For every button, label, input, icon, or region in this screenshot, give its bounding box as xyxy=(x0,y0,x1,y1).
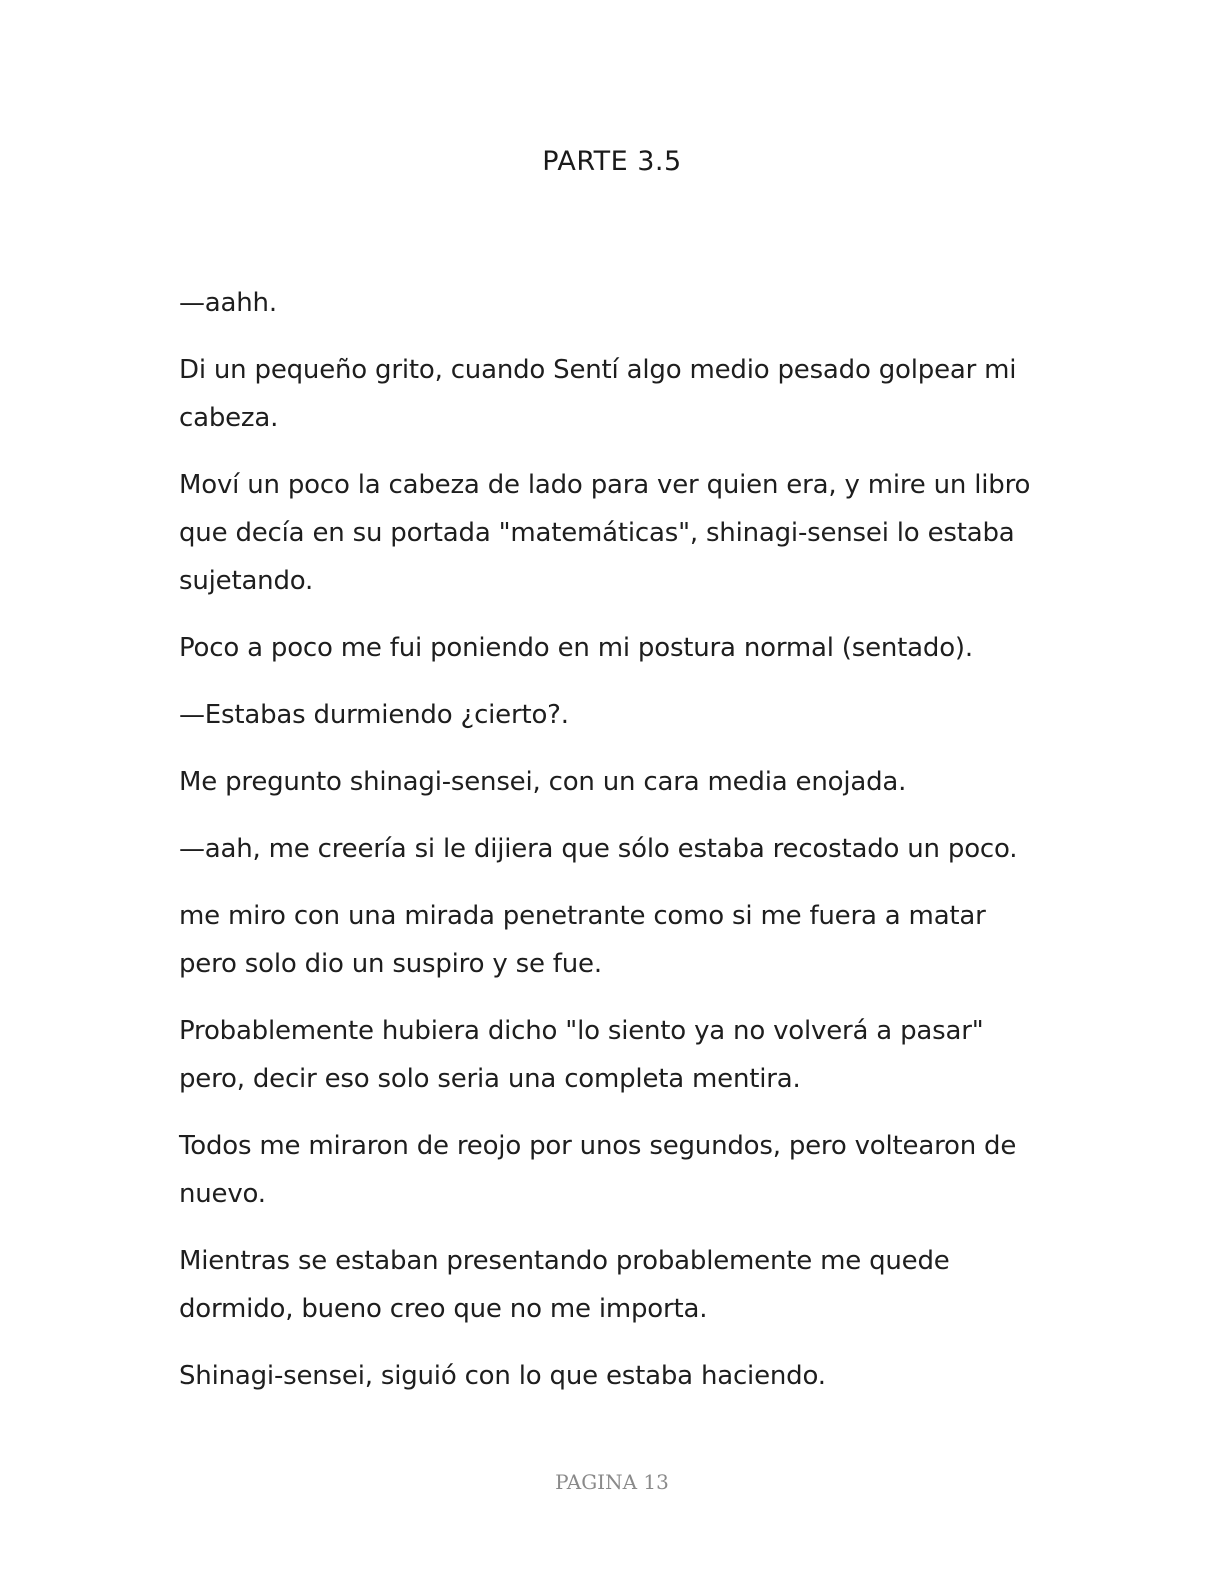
paragraph: me miro con una mirada penetrante como si me fuera a matar pero solo dio un suspiro y se fue. xyxy=(179,901,986,979)
paragraph: Shinagi-sensei, siguió con lo que estaba haciendo. xyxy=(179,1361,826,1391)
paragraph: Probablemente hubiera dicho "lo siento ya no volverá a pasar" pero, decir eso solo seria una completa mentira. xyxy=(179,1016,984,1094)
paragraph: Moví un poco la cabeza de lado para ver quien era, y mire un libro que decía en su portada "matemáticas", shinagi-sensei lo estaba sujetando. xyxy=(179,470,1031,596)
paragraph: —aahh. xyxy=(179,288,277,318)
page-number-footer: PAGINA 13 xyxy=(555,1470,669,1494)
paragraph: Di un pequeño grito, cuando Sentí algo medio pesado golpear mi cabeza. xyxy=(179,355,1017,433)
chapter-title: PARTE 3.5 xyxy=(542,146,682,177)
paragraph: —Estabas durmiendo ¿cierto?. xyxy=(179,700,569,730)
paragraph: —aah, me creería si le dijiera que sólo estaba recostado un poco. xyxy=(179,834,1018,864)
paragraph: Poco a poco me fui poniendo en mi postura normal (sentado). xyxy=(179,633,973,663)
paragraph: Todos me miraron de reojo por unos segundos, pero voltearon de nuevo. xyxy=(179,1131,1017,1209)
paragraph: Mientras se estaban presentando probablemente me quede dormido, bueno creo que no me importa. xyxy=(179,1246,950,1324)
paragraph: Me pregunto shinagi-sensei, con un cara media enojada. xyxy=(179,767,907,797)
body-text xyxy=(179,279,1049,1419)
